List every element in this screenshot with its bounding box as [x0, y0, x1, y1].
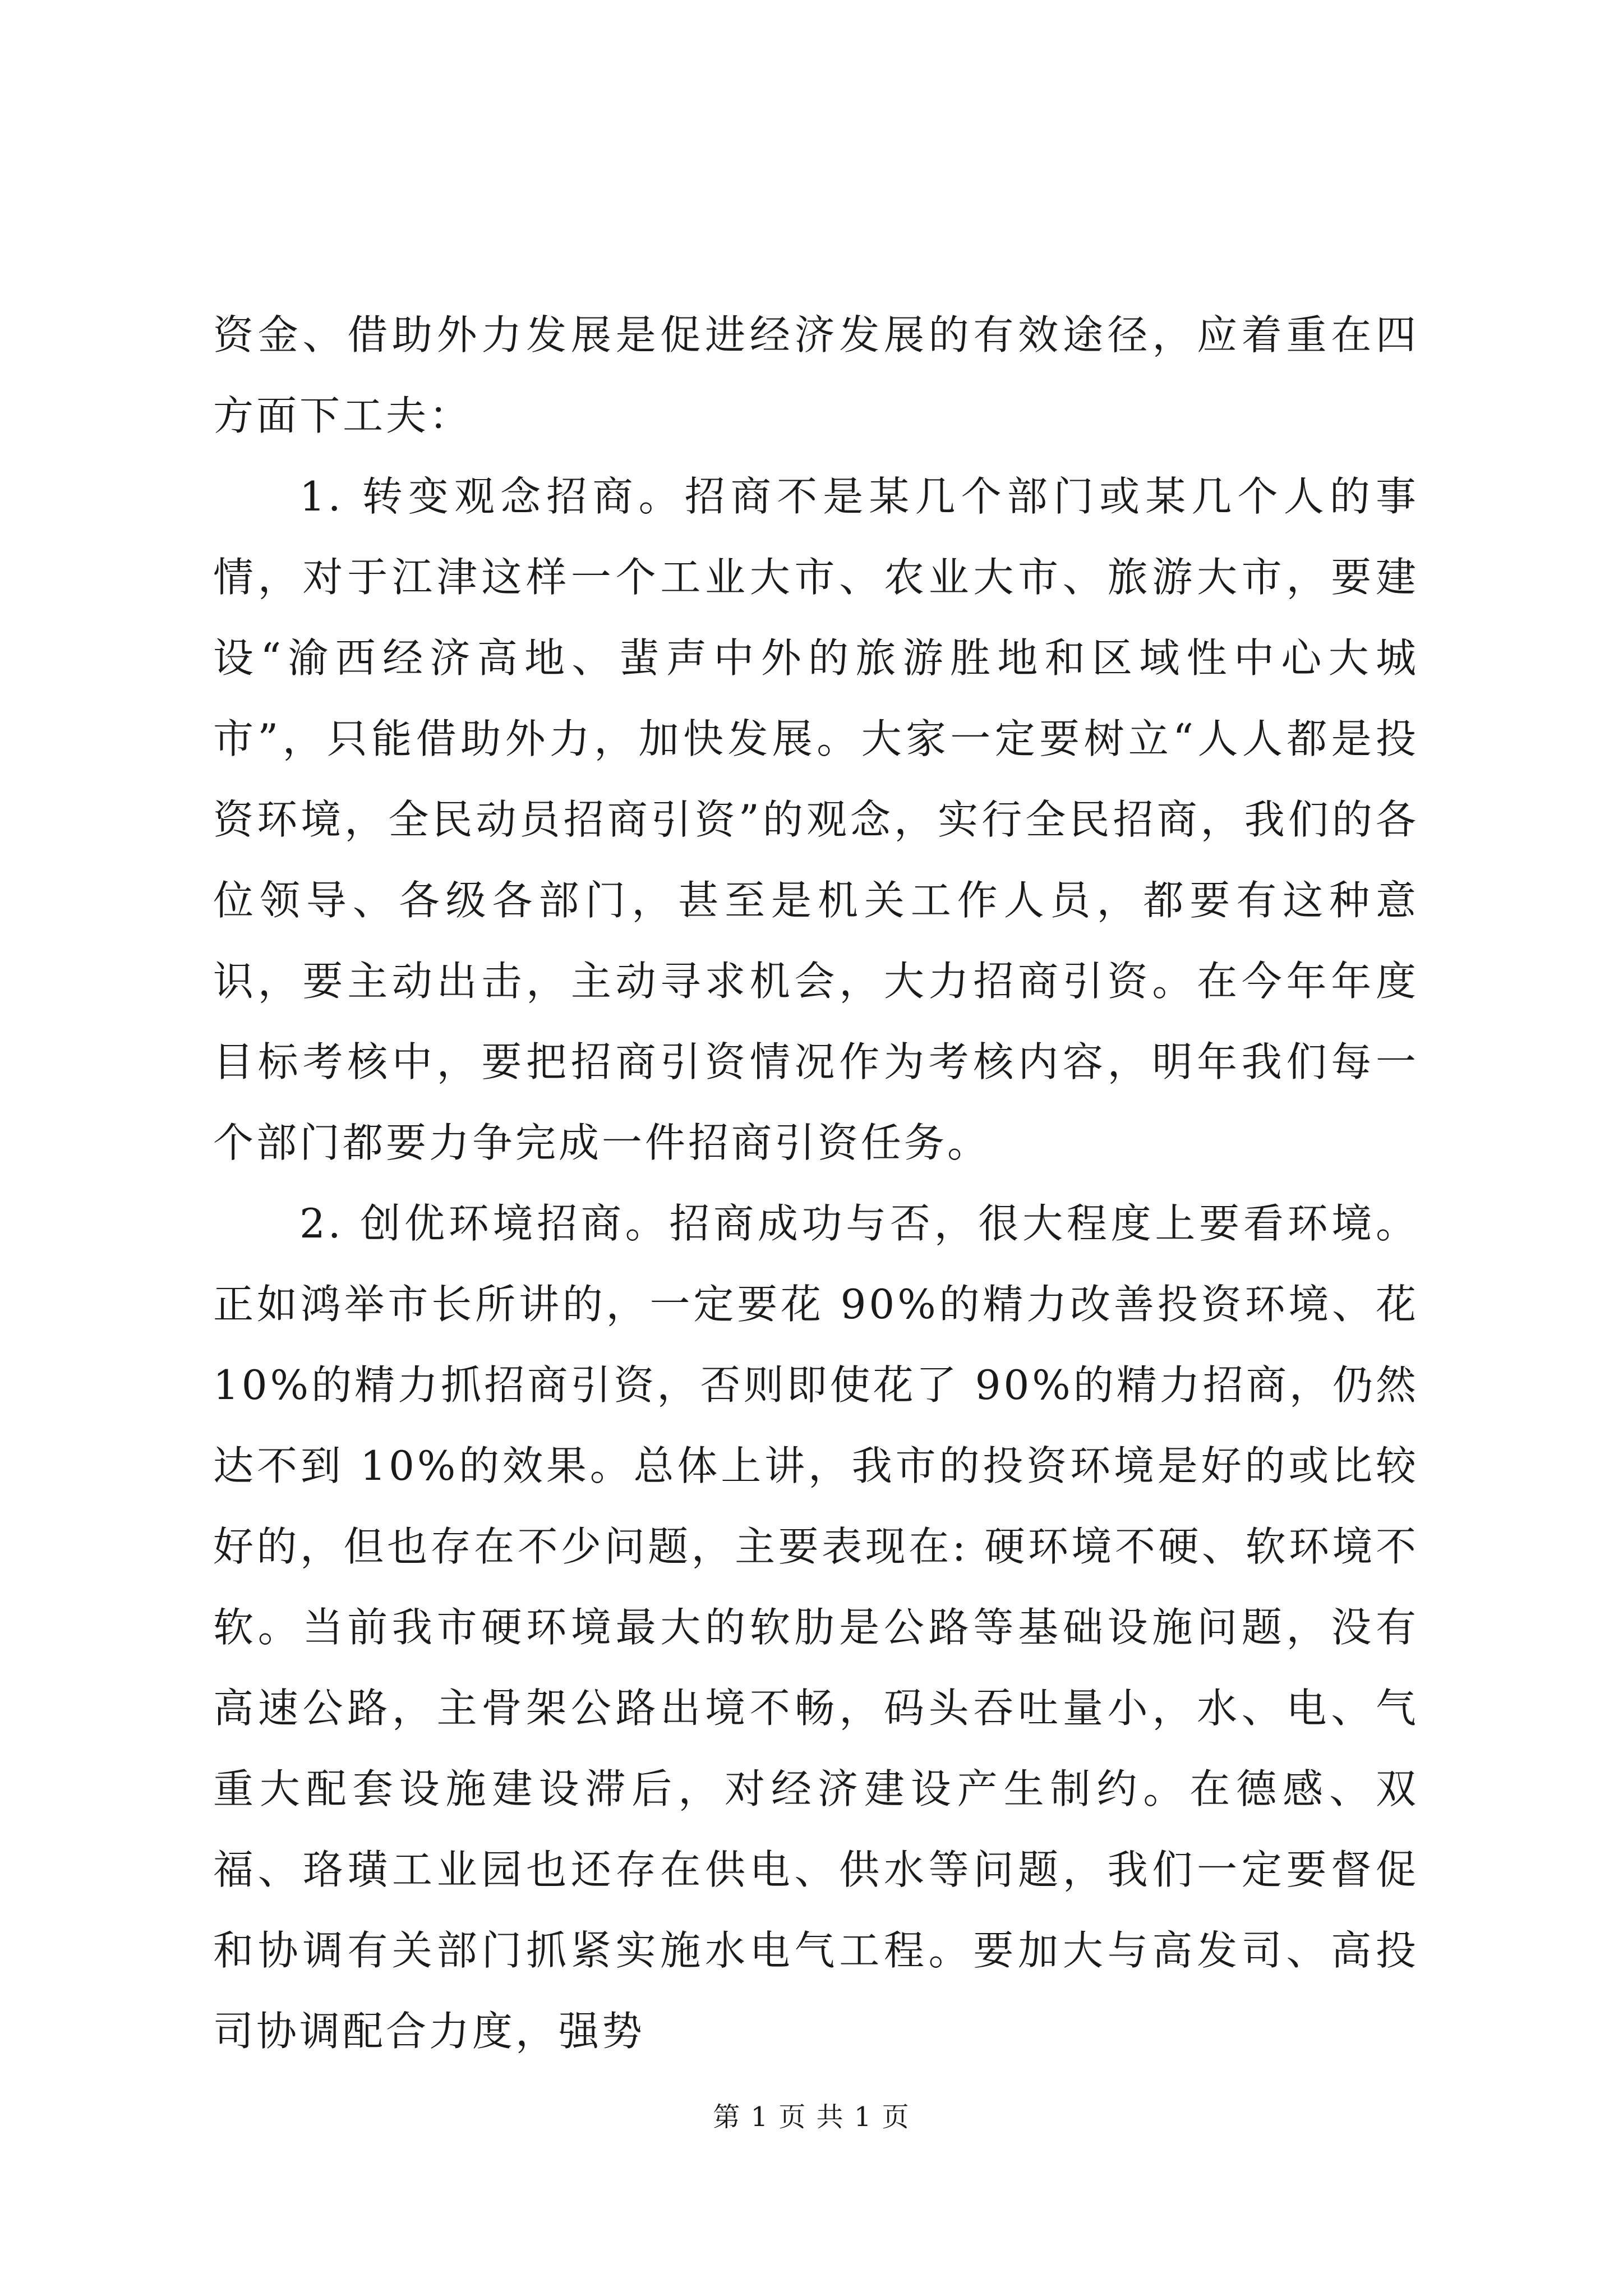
page-footer: 第 1 页 共 1 页 [713, 2101, 910, 2133]
paragraph-item-2: 2. 创优环境招商。招商成功与否，很大程度上要看环境。正如鸿举市长所讲的，一定要花 90%的精力改善投资环境、花 10%的精力抓招商引资，否则即使花了 90%的精力招商，仍然达不到 10%的效果。总体上讲，我市的投资环境是好的或比较好的，但也存在不少问题，主要表现在: 硬环境不硬、软环境不软。当前我市硬环境最大的软肋是公路等基础设施问题，没有高速公路，主骨架公路出境不畅，码头吞吐量小，水、电、气重大配套设施建设滞后，对经济建设产生制约。在德感、双福、珞璜工业园也还存在供电、供水等问题，我们一定要督促和协调有关部门抓紧实施水电气工程。要加大与高发司、高投司协调配合力度，强势 [213, 1200, 1419, 2055]
paragraph-continuation: 资金、借助外力发展是促进经济发展的有效途径，应着重在四方面下工夫： [213, 311, 1419, 439]
paragraph-item-1: 1. 转变观念招商。招商不是某几个部门或某几个人的事情，对于江津这样一个工业大市、农业大市、旅游大市，要建设“渝西经济高地、蜚声中外的旅游胜地和区域性中心大城市”，只能借助外力，加快发展。大家一定要树立“人人都是投资环境，全民动员招商引资”的观念，实行全民招商，我们的各位领导、各级各部门，甚至是机关工作人员，都要有这种意识，要主动出击，主动寻求机会，大力招商引资。在今年年度目标考核中，要把招商引资情况作为考核内容，明年我们每一个部门都要力争完成一件招商引资任务。 [213, 473, 1419, 1166]
document-body [213, 295, 1419, 2072]
